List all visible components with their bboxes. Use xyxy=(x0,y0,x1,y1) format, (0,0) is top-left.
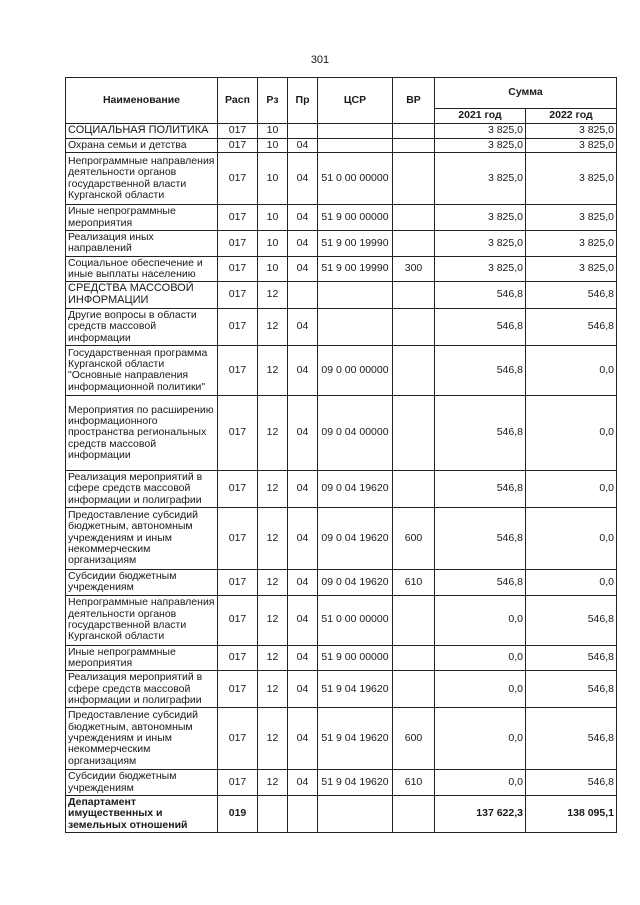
cell-rasp: 017 xyxy=(218,708,258,770)
cell-rz: 12 xyxy=(258,595,288,645)
table-header-row xyxy=(66,78,617,109)
table-row xyxy=(66,308,617,345)
table-row xyxy=(66,507,617,569)
cell-y2022: 546,8 xyxy=(526,708,617,770)
cell-y2022: 546,8 xyxy=(526,671,617,708)
cell-name: Субсидии бюджетным учреждениям xyxy=(66,770,218,796)
cell-vr: 610 xyxy=(393,770,435,796)
cell-y2021: 3 825,0 xyxy=(435,205,526,231)
cell-pr: 04 xyxy=(288,153,318,205)
cell-csr: 09 0 04 00000 xyxy=(318,395,393,470)
cell-name: Реализация мероприятий в сфере средств массовой информации и полиграфии xyxy=(66,470,218,507)
cell-y2021: 3 825,0 xyxy=(435,138,526,152)
cell-y2022: 3 825,0 xyxy=(526,205,617,231)
cell-pr: 04 xyxy=(288,395,318,470)
cell-vr: 600 xyxy=(393,708,435,770)
cell-vr xyxy=(393,205,435,231)
cell-y2022: 3 825,0 xyxy=(526,124,617,139)
department-row xyxy=(66,795,617,832)
cell-vr xyxy=(393,282,435,309)
cell-name: Непрограммные направления деятельности органов государственной власти Курганской области xyxy=(66,595,218,645)
cell-csr: 51 0 00 00000 xyxy=(318,595,393,645)
cell-rasp: 017 xyxy=(218,569,258,595)
col-header-pr: Пр xyxy=(288,78,318,124)
cell-name: Другие вопросы в области средств массовой информации xyxy=(66,308,218,345)
table-row xyxy=(66,282,617,309)
cell-name: Субсидии бюджетным учреждениям xyxy=(66,569,218,595)
cell-y2021: 0,0 xyxy=(435,645,526,671)
cell-pr xyxy=(288,124,318,139)
cell-vr xyxy=(393,230,435,256)
cell-y2022: 0,0 xyxy=(526,569,617,595)
table-row xyxy=(66,153,617,205)
cell-rz: 12 xyxy=(258,507,288,569)
cell-y2021: 546,8 xyxy=(435,345,526,395)
cell-csr: 51 9 00 00000 xyxy=(318,205,393,231)
cell-rasp: 017 xyxy=(218,595,258,645)
cell-vr xyxy=(393,124,435,139)
cell-rasp: 017 xyxy=(218,138,258,152)
cell-y2022: 546,8 xyxy=(526,282,617,309)
cell-name: Предоставление субсидий бюджетным, автономным учреждениям и иным некоммерческим организациям xyxy=(66,708,218,770)
cell-csr: 09 0 04 19620 xyxy=(318,569,393,595)
cell-csr: 51 9 00 00000 xyxy=(318,645,393,671)
cell-rasp: 017 xyxy=(218,671,258,708)
cell-name: СРЕДСТВА МАССОВОЙ ИНФОРМАЦИИ xyxy=(66,282,218,309)
cell-rasp: 017 xyxy=(218,124,258,139)
cell-name: Государственная программа Курганской области "Основные направления информационной политики" xyxy=(66,345,218,395)
cell-y2022: 3 825,0 xyxy=(526,256,617,282)
cell-vr xyxy=(393,671,435,708)
cell-pr: 04 xyxy=(288,205,318,231)
cell-name: Предоставление субсидий бюджетным, автономным учреждениям и иным некоммерческим организациям xyxy=(66,507,218,569)
cell-rasp: 017 xyxy=(218,395,258,470)
cell-rz: 10 xyxy=(258,205,288,231)
cell-rz: 12 xyxy=(258,770,288,796)
cell-y2021: 546,8 xyxy=(435,395,526,470)
cell-y2021: 3 825,0 xyxy=(435,256,526,282)
cell-name: Мероприятия по расширению информационного пространства региональных средств массовой информации xyxy=(66,395,218,470)
cell-vr xyxy=(393,345,435,395)
cell-rz: 12 xyxy=(258,671,288,708)
cell-rz: 10 xyxy=(258,138,288,152)
cell-rasp: 017 xyxy=(218,205,258,231)
cell-vr xyxy=(393,595,435,645)
cell-y2022: 546,8 xyxy=(526,645,617,671)
table-row xyxy=(66,256,617,282)
cell-y2022: 3 825,0 xyxy=(526,138,617,152)
cell-pr xyxy=(288,282,318,309)
cell-rz: 12 xyxy=(258,345,288,395)
cell-name: Реализация мероприятий в сфере средств массовой информации и полиграфии xyxy=(66,671,218,708)
cell-pr: 04 xyxy=(288,645,318,671)
table-row xyxy=(66,708,617,770)
cell-rz: 12 xyxy=(258,708,288,770)
cell-vr xyxy=(393,138,435,152)
cell-csr xyxy=(318,308,393,345)
cell-csr: 51 9 00 19990 xyxy=(318,256,393,282)
cell-y2022: 3 825,0 xyxy=(526,230,617,256)
table-row xyxy=(66,569,617,595)
cell-y2022: 138 095,1 xyxy=(526,795,617,832)
cell-rz: 12 xyxy=(258,395,288,470)
table-row xyxy=(66,345,617,395)
cell-y2021: 546,8 xyxy=(435,470,526,507)
cell-pr: 04 xyxy=(288,138,318,152)
cell-rz xyxy=(258,795,288,832)
col-header-2022: 2022 год xyxy=(526,109,617,124)
cell-rz: 12 xyxy=(258,470,288,507)
cell-csr: 51 9 04 19620 xyxy=(318,770,393,796)
cell-y2021: 0,0 xyxy=(435,671,526,708)
table-row xyxy=(66,124,617,139)
cell-vr xyxy=(393,645,435,671)
cell-csr: 51 9 04 19620 xyxy=(318,671,393,708)
cell-csr: 51 9 04 19620 xyxy=(318,708,393,770)
cell-csr: 51 9 00 19990 xyxy=(318,230,393,256)
budget-table xyxy=(65,77,617,833)
table-row xyxy=(66,138,617,152)
cell-y2021: 546,8 xyxy=(435,569,526,595)
cell-y2021: 546,8 xyxy=(435,282,526,309)
cell-y2021: 3 825,0 xyxy=(435,124,526,139)
cell-y2021: 3 825,0 xyxy=(435,230,526,256)
table-row xyxy=(66,395,617,470)
table-row xyxy=(66,205,617,231)
cell-y2021: 546,8 xyxy=(435,308,526,345)
cell-csr xyxy=(318,138,393,152)
cell-pr: 04 xyxy=(288,671,318,708)
cell-rz: 12 xyxy=(258,569,288,595)
cell-pr xyxy=(288,795,318,832)
cell-rasp: 017 xyxy=(218,308,258,345)
cell-pr: 04 xyxy=(288,256,318,282)
col-header-rz: Рз xyxy=(258,78,288,124)
cell-y2022: 546,8 xyxy=(526,770,617,796)
cell-rasp: 017 xyxy=(218,470,258,507)
cell-rz: 12 xyxy=(258,308,288,345)
cell-rasp: 017 xyxy=(218,230,258,256)
cell-csr xyxy=(318,282,393,309)
cell-pr: 04 xyxy=(288,770,318,796)
cell-y2022: 0,0 xyxy=(526,345,617,395)
cell-pr: 04 xyxy=(288,345,318,395)
cell-rasp: 017 xyxy=(218,770,258,796)
table-body xyxy=(66,124,617,833)
cell-csr: 09 0 04 19620 xyxy=(318,507,393,569)
cell-name: Департамент имущественных и земельных отношений xyxy=(66,795,218,832)
page-number: 301 xyxy=(310,54,330,66)
col-header-vr: ВР xyxy=(393,78,435,124)
cell-pr: 04 xyxy=(288,595,318,645)
cell-vr xyxy=(393,795,435,832)
cell-rz: 12 xyxy=(258,282,288,309)
cell-csr: 51 0 00 00000 xyxy=(318,153,393,205)
table-row xyxy=(66,671,617,708)
cell-rasp: 019 xyxy=(218,795,258,832)
cell-y2022: 546,8 xyxy=(526,308,617,345)
cell-csr xyxy=(318,795,393,832)
cell-rasp: 017 xyxy=(218,256,258,282)
table-row xyxy=(66,595,617,645)
cell-pr: 04 xyxy=(288,569,318,595)
col-header-name: Наименование xyxy=(66,78,218,124)
cell-name: Охрана семьи и детства xyxy=(66,138,218,152)
cell-vr xyxy=(393,395,435,470)
cell-vr: 610 xyxy=(393,569,435,595)
cell-csr: 09 0 00 00000 xyxy=(318,345,393,395)
table-row xyxy=(66,645,617,671)
cell-pr: 04 xyxy=(288,230,318,256)
table-row xyxy=(66,770,617,796)
cell-y2021: 0,0 xyxy=(435,770,526,796)
col-header-sum: Сумма xyxy=(435,78,617,109)
cell-csr: 09 0 04 19620 xyxy=(318,470,393,507)
cell-name: Непрограммные направления деятельности органов государственной власти Курганской области xyxy=(66,153,218,205)
cell-name: Иные непрограммные мероприятия xyxy=(66,645,218,671)
cell-y2022: 0,0 xyxy=(526,470,617,507)
cell-rz: 10 xyxy=(258,153,288,205)
col-header-rasp: Расп xyxy=(218,78,258,124)
cell-vr xyxy=(393,153,435,205)
cell-vr: 300 xyxy=(393,256,435,282)
cell-y2022: 0,0 xyxy=(526,507,617,569)
cell-y2022: 0,0 xyxy=(526,395,617,470)
cell-rasp: 017 xyxy=(218,645,258,671)
cell-rasp: 017 xyxy=(218,282,258,309)
cell-name: СОЦИАЛЬНАЯ ПОЛИТИКА xyxy=(66,124,218,139)
cell-rasp: 017 xyxy=(218,153,258,205)
cell-name: Социальное обеспечение и иные выплаты населению xyxy=(66,256,218,282)
cell-y2022: 3 825,0 xyxy=(526,153,617,205)
col-header-csr: ЦСР xyxy=(318,78,393,124)
col-header-2021: 2021 год xyxy=(435,109,526,124)
cell-y2021: 3 825,0 xyxy=(435,153,526,205)
cell-y2021: 0,0 xyxy=(435,595,526,645)
cell-pr: 04 xyxy=(288,470,318,507)
cell-name: Реализация иных направлений xyxy=(66,230,218,256)
cell-csr xyxy=(318,124,393,139)
cell-y2021: 137 622,3 xyxy=(435,795,526,832)
cell-y2021: 546,8 xyxy=(435,507,526,569)
cell-pr: 04 xyxy=(288,507,318,569)
table-row xyxy=(66,470,617,507)
cell-y2021: 0,0 xyxy=(435,708,526,770)
cell-vr xyxy=(393,470,435,507)
cell-rz: 12 xyxy=(258,645,288,671)
cell-rz: 10 xyxy=(258,256,288,282)
cell-pr: 04 xyxy=(288,708,318,770)
cell-rasp: 017 xyxy=(218,507,258,569)
cell-pr: 04 xyxy=(288,308,318,345)
cell-vr: 600 xyxy=(393,507,435,569)
cell-rz: 10 xyxy=(258,230,288,256)
cell-rasp: 017 xyxy=(218,345,258,395)
cell-rz: 10 xyxy=(258,124,288,139)
cell-y2022: 546,8 xyxy=(526,595,617,645)
cell-vr xyxy=(393,308,435,345)
cell-name: Иные непрограммные мероприятия xyxy=(66,205,218,231)
table-row xyxy=(66,230,617,256)
